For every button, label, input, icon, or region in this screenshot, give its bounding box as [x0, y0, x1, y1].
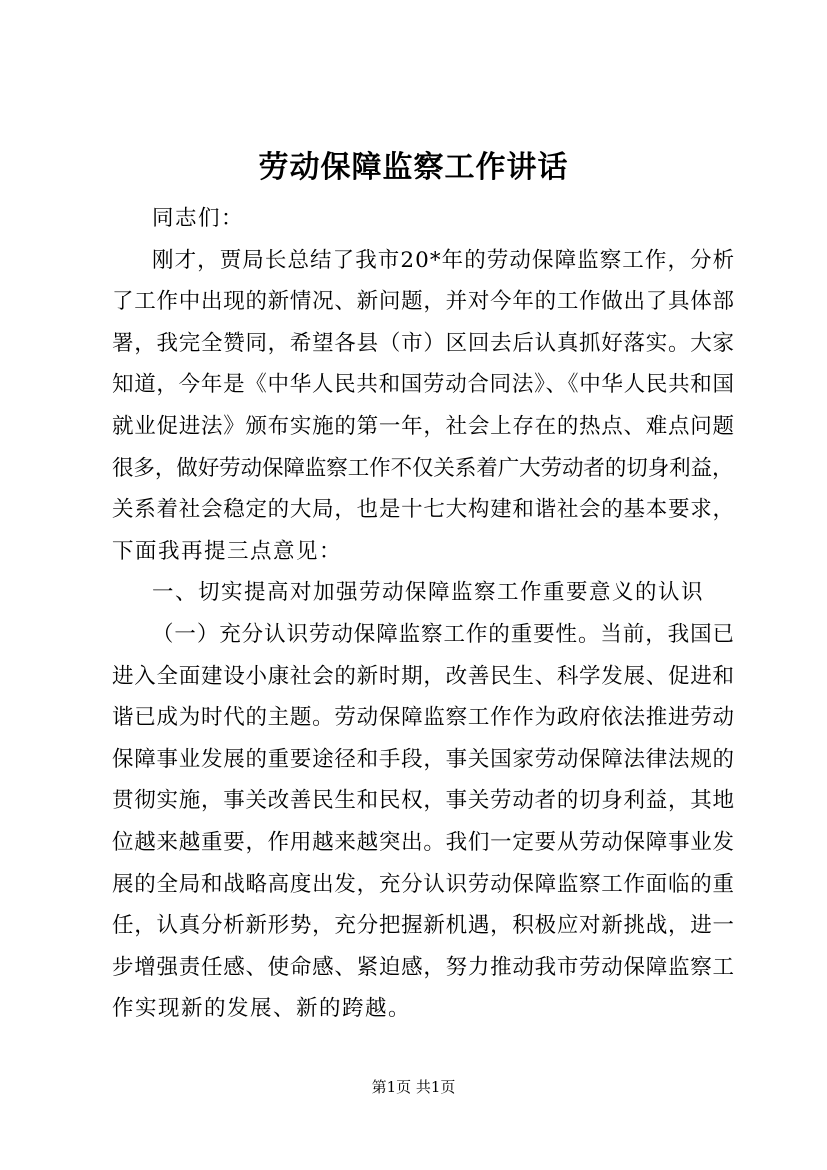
paragraph-line: 贯彻实施，事关改善民生和民权，事关劳动者的切身利益，其地 — [112, 788, 735, 814]
paragraph-line: 任，认真分析新形势，充分把握新机遇，积极应对新挑战，进一 — [112, 913, 735, 939]
paragraph-line: 了工作中出现的新情况、新问题，并对今年的工作做出了具体部 — [112, 289, 735, 315]
paragraph-line: 进入全面建设小康社会的新时期，改善民生、科学发展、促进和 — [112, 663, 735, 689]
paragraph-line: 一、切实提高对加强劳动保障监察工作重要意义的认识 — [152, 580, 705, 606]
paragraph-line: 步增强责任感、使命感、紧迫感，努力推动我市劳动保障监察工 — [112, 954, 735, 980]
paragraph-line: 同志们： — [152, 206, 245, 231]
paragraph-line: 署，我完全赞同，希望各县（市）区回去后认真抓好落实。大家 — [112, 330, 735, 356]
paragraph-line: 谐已成为时代的主题。劳动保障监察工作作为政府依法推进劳动 — [112, 705, 735, 731]
paragraph-line: 展的全局和战略高度出发，充分认识劳动保障监察工作面临的重 — [112, 871, 735, 897]
paragraph-line: 保障事业发展的重要途径和手段，事关国家劳动保障法律法规的 — [112, 746, 735, 772]
paragraph-line: 位越来越重要，作用越来越突出。我们一定要从劳动保障事业发 — [112, 830, 735, 855]
paragraph-line: 就业促进法》颁布实施的第一年，社会上存在的热点、难点问题 — [112, 414, 735, 439]
paragraph-line: 刚才，贾局长总结了我市20*年的劳动保障监察工作，分析 — [152, 247, 736, 273]
page-footer: 第1页 共1页 — [371, 1078, 456, 1096]
document-title: 劳动保障监察工作讲话 — [258, 150, 569, 185]
paragraph-line: 很多，做好劳动保障监察工作不仅关系着广大劳动者的切身利益， — [112, 455, 734, 481]
paragraph-line: 作实现新的发展、新的跨越。 — [112, 996, 412, 1022]
paragraph-line: 关系着社会稳定的大局，也是十七大构建和谐社会的基本要求， — [112, 497, 735, 523]
paragraph-line: （一）充分认识劳动保障监察工作的重要性。当前，我国已 — [152, 622, 735, 647]
paragraph-line: 下面我再提三点意见： — [112, 538, 343, 564]
paragraph-line: 知道，今年是《中华人民共和国劳动合同法》、《中华人民共和国 — [112, 372, 735, 398]
